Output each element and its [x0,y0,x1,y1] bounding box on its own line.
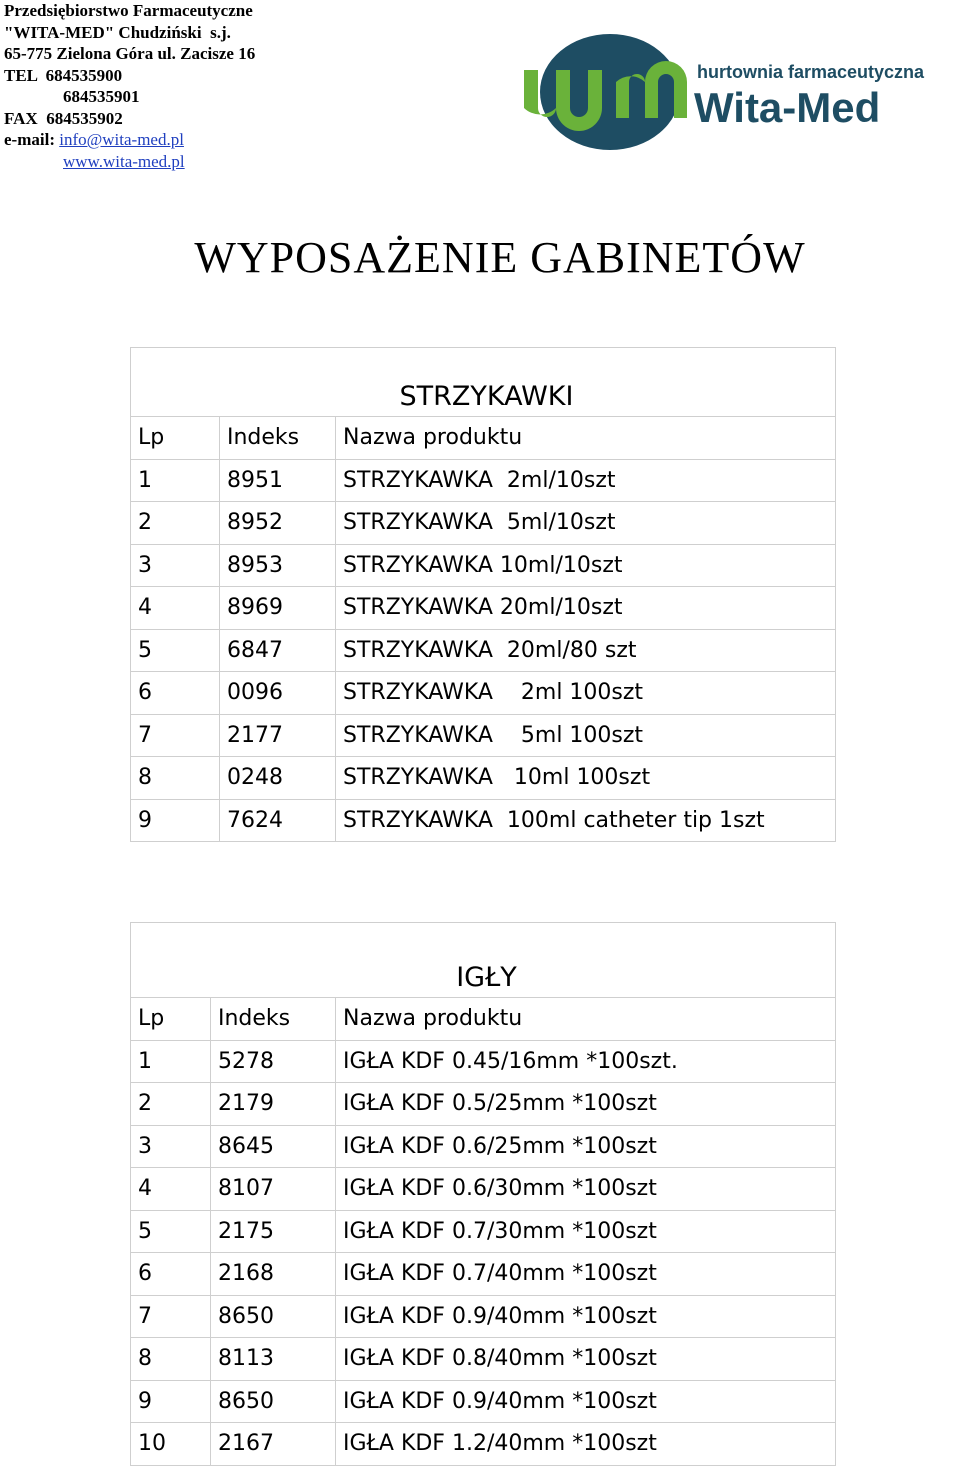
header-nazwa: Nazwa produktu [336,417,836,460]
lp-cell: 4 [131,587,220,630]
product-name-cell: IGŁA KDF 0.7/40mm *100szt [336,1253,836,1296]
syringes-table [130,347,836,842]
table-row [131,1380,836,1423]
indeks-cell: 2168 [211,1253,336,1296]
product-name-cell: STRZYKAWKA 2ml 100szt [336,672,836,715]
tel-label: TEL [4,65,38,85]
table-row [131,1253,836,1296]
indeks-cell: 8951 [220,459,336,502]
indeks-cell: 8113 [211,1338,336,1381]
syringes-rows [131,459,836,842]
indeks-cell: 5278 [211,1040,336,1083]
lp-cell: 4 [131,1168,211,1211]
section-title: IGŁY [131,923,836,998]
lp-cell: 8 [131,757,220,800]
company-name: Przedsiębiorstwo Farmaceutyczne [4,1,253,20]
wita-med-logo [522,30,957,150]
product-name-cell: STRZYKAWKA 100ml catheter tip 1szt [336,799,836,842]
product-name-cell: STRZYKAWKA 10ml 100szt [336,757,836,800]
table-header-row [131,998,836,1041]
header-lp: Lp [131,417,220,460]
table-row [131,1168,836,1211]
table-row [131,1338,836,1381]
logo-tagline: hurtownia farmaceutyczna [697,62,925,82]
table-row [131,587,836,630]
indeks-cell: 0096 [220,672,336,715]
tel-2: 684535901 [63,87,140,106]
document-title: WYPOSAŻENIE GABINETÓW [194,233,806,282]
product-name-cell: STRZYKAWKA 2ml/10szt [336,459,836,502]
lp-cell: 6 [131,1253,211,1296]
indeks-cell: 8952 [220,502,336,545]
fax-label: FAX [4,108,38,128]
lp-cell: 5 [131,629,220,672]
indeks-cell: 7624 [220,799,336,842]
tel-1: 684535900 [45,65,123,85]
lp-cell: 7 [131,1295,211,1338]
table-row [131,1295,836,1338]
product-name-cell: IGŁA KDF 0.8/40mm *100szt [336,1338,836,1381]
product-name-cell: IGŁA KDF 0.9/40mm *100szt [336,1380,836,1423]
indeks-cell: 8650 [211,1295,336,1338]
indeks-cell: 0248 [220,757,336,800]
table-row [131,672,836,715]
fax-number: 684535902 [46,108,123,128]
lp-cell: 3 [131,544,220,587]
indeks-cell: 8650 [211,1380,336,1423]
company-address: 65-775 Zielona Góra ul. Zacisze 16 [4,44,256,63]
lp-cell: 10 [131,1423,211,1466]
website-link[interactable]: www.wita-med.pl [63,151,185,171]
lp-cell: 6 [131,672,220,715]
table-row [131,629,836,672]
product-name-cell: STRZYKAWKA 5ml/10szt [336,502,836,545]
product-name-cell: IGŁA KDF 0.7/30mm *100szt [336,1210,836,1253]
section-title: STRZYKAWKI [131,348,836,417]
indeks-cell: 2179 [211,1083,336,1126]
table-row [131,1125,836,1168]
lp-cell: 9 [131,1380,211,1423]
indeks-cell: 6847 [220,629,336,672]
product-name-cell: IGŁA KDF 0.5/25mm *100szt [336,1083,836,1126]
company-info [4,0,255,172]
table-row [131,502,836,545]
lp-cell: 7 [131,714,220,757]
product-name-cell: STRZYKAWKA 20ml/10szt [336,587,836,630]
product-name-cell: IGŁA KDF 0.9/40mm *100szt [336,1295,836,1338]
product-name-cell: IGŁA KDF 0.6/25mm *100szt [336,1125,836,1168]
header-nazwa: Nazwa produktu [336,998,836,1041]
table-row [131,1083,836,1126]
table-row [131,799,836,842]
email-link[interactable]: info@wita-med.pl [59,130,184,149]
lp-cell: 1 [131,459,220,502]
email-line [4,129,255,151]
table-row [131,1210,836,1253]
needles-table [130,922,836,1466]
lp-cell: 2 [131,502,220,545]
table-row [131,757,836,800]
website-line [4,151,255,173]
lp-cell: 9 [131,799,220,842]
indeks-cell: 2177 [220,714,336,757]
table-row [131,1423,836,1466]
email-label: e-mail: [4,130,55,149]
needles-rows [131,1040,836,1465]
indeks-cell: 8969 [220,587,336,630]
product-name-cell: STRZYKAWKA 5ml 100szt [336,714,836,757]
lp-cell: 2 [131,1083,211,1126]
product-name-cell: IGŁA KDF 1.2/40mm *100szt [336,1423,836,1466]
lp-cell: 3 [131,1125,211,1168]
product-name-cell: STRZYKAWKA 10ml/10szt [336,544,836,587]
section-title-row [131,348,836,417]
fax-line [4,108,255,130]
indeks-cell: 2167 [211,1423,336,1466]
indeks-cell: 8953 [220,544,336,587]
indeks-cell: 2175 [211,1210,336,1253]
section-title-row [131,923,836,998]
table-row [131,1040,836,1083]
header-lp: Lp [131,998,211,1041]
table-header-row [131,417,836,460]
product-name-cell: IGŁA KDF 0.45/16mm *100szt. [336,1040,836,1083]
table-row [131,714,836,757]
lp-cell: 1 [131,1040,211,1083]
logo-brand: Wita-Med [694,84,881,131]
lp-cell: 8 [131,1338,211,1381]
table-row [131,459,836,502]
table-row [131,544,836,587]
header-indeks: Indeks [220,417,336,460]
product-name-cell: STRZYKAWKA 20ml/80 szt [336,629,836,672]
phone-line-1 [4,65,255,87]
product-name-cell: IGŁA KDF 0.6/30mm *100szt [336,1168,836,1211]
indeks-cell: 8645 [211,1125,336,1168]
company-name-2: "WITA-MED" Chudziński s.j. [4,22,231,42]
indeks-cell: 8107 [211,1168,336,1211]
logo-graphic [522,30,957,150]
lp-cell: 5 [131,1210,211,1253]
header-indeks: Indeks [211,998,336,1041]
